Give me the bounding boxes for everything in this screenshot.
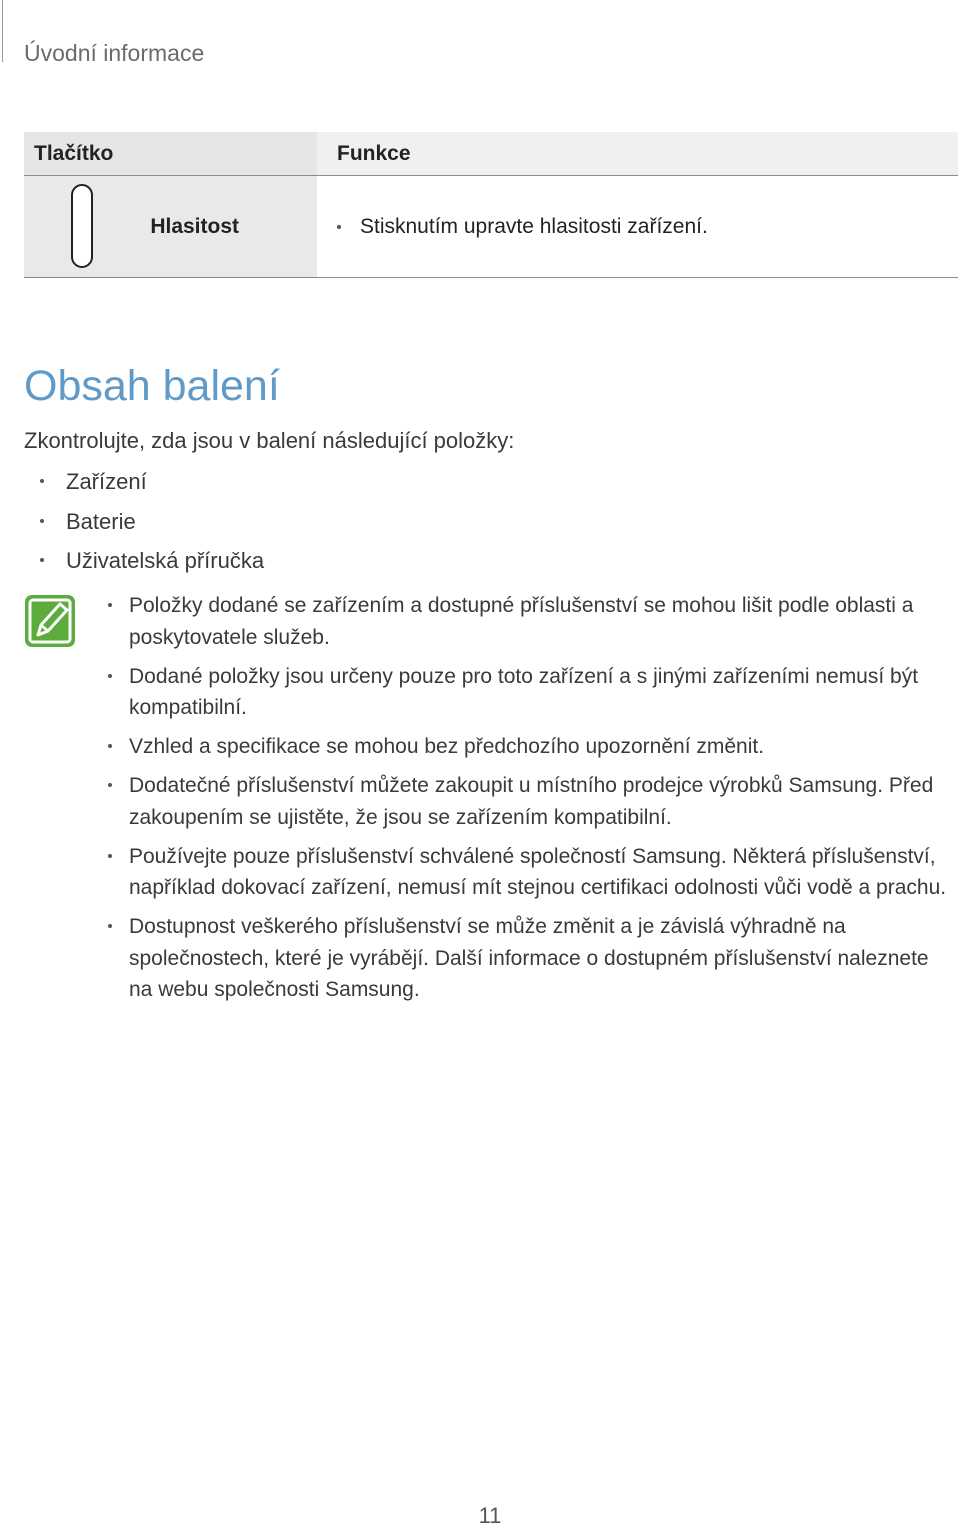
list-item (104, 770, 954, 833)
key-name: Hlasitost (150, 214, 239, 238)
note-text: Používejte pouze příslušenství schválené společností Samsung. Některá příslušenství, například dokovací zařízení, nemusí mít stejnou certifikaci odolnosti vůči vodě a prachu. (129, 844, 947, 899)
key-table-function-cell (317, 176, 958, 278)
bullet (40, 519, 44, 523)
bullet (108, 744, 112, 748)
list-item (104, 731, 954, 763)
bullet (108, 674, 112, 678)
list-item-text: Zařízení (66, 469, 147, 494)
note-text: Dodatečné příslušenství můžete zakoupit u místního prodejce výrobků Samsung. Před zakoupením se ujistěte, že jsou se zařízením kompatibilní. (129, 774, 934, 829)
note-pencil-icon (24, 594, 76, 648)
page-edge-line (2, 0, 3, 62)
list-item (104, 590, 954, 653)
section-intro: Zkontrolujte, zda jsou v balení následující položky: (24, 428, 515, 453)
bullet (40, 479, 44, 483)
list-item (104, 841, 954, 904)
bullet (108, 924, 112, 928)
key-table-button-cell (24, 176, 317, 278)
key-function-text: Stisknutím upravte hlasitosti zařízení. (360, 214, 708, 238)
page-number: 11 (478, 1503, 502, 1528)
notes-list (104, 590, 954, 1013)
package-list (24, 468, 264, 587)
section-title: Obsah balení (24, 362, 280, 410)
note-text: Položky dodané se zařízením a dostupné příslušenství se mohou lišit podle oblasti a poskytovatele služeb. (129, 594, 914, 649)
list-item (24, 468, 264, 508)
volume-key-icon (71, 184, 93, 268)
list-item (104, 661, 954, 724)
key-table (24, 132, 958, 278)
chapter-title: Úvodní informace (24, 40, 205, 66)
list-item-text: Uživatelská příručka (66, 548, 265, 573)
note-text: Dostupnost veškerého příslušenství se může změnit a je závislá výhradně na společnostech, které je vyrábějí. Další informace o dostupném příslušenství naleznete na webu společnosti Samsung. (129, 915, 929, 1001)
list-item (24, 508, 264, 548)
list-item-text: Baterie (66, 508, 136, 534)
note-text: Vzhled a specifikace se mohou bez předchozího upozornění změnit. (129, 735, 765, 758)
list-item (24, 547, 264, 587)
bullet (337, 225, 341, 229)
key-table-header-row (24, 132, 958, 176)
list-item (104, 911, 954, 1006)
table-row (24, 176, 958, 278)
bullet (108, 603, 112, 607)
bullet (40, 558, 44, 562)
key-table-header-button: Tlačítko (24, 132, 317, 176)
note-text: Dodané položky jsou určeny pouze pro toto zařízení a s jinými zařízeními nemusí být kompatibilní. (129, 664, 919, 719)
key-table-header-function: Funkce (317, 132, 958, 176)
bullet (108, 854, 112, 858)
bullet (108, 783, 112, 787)
